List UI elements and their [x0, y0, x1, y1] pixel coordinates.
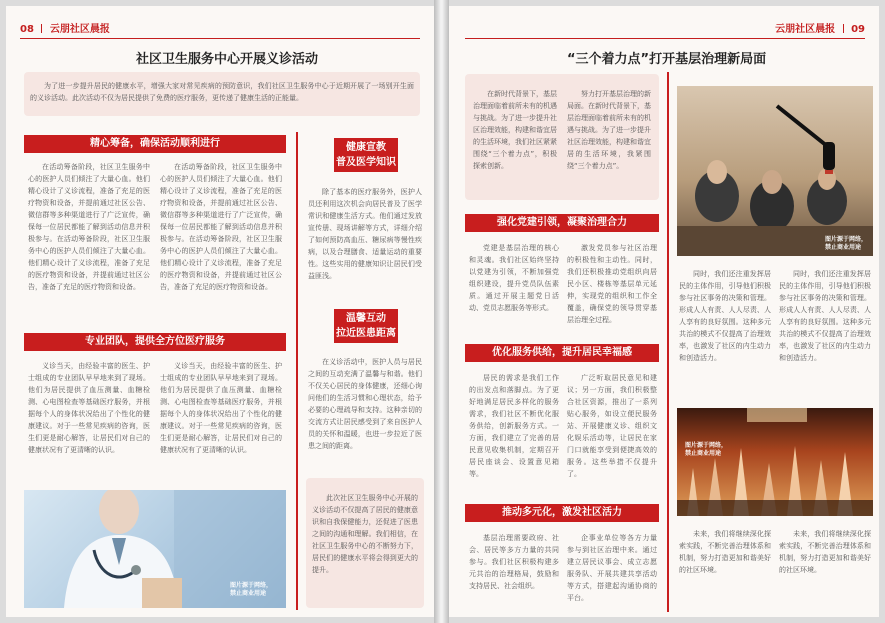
- section2-col2: [160, 360, 282, 456]
- section-heading: 强化党建引领，凝聚治理合力: [465, 214, 659, 232]
- photo-caption: [685, 442, 727, 458]
- header-divider: [843, 24, 844, 33]
- section-heading: 专业团队，提供全方位医疗服务: [24, 333, 286, 351]
- page-gutter: [434, 0, 449, 623]
- section1-col1: [469, 242, 559, 314]
- meeting-illustration: [677, 86, 873, 256]
- paragraph: 基层治理需要政府、社会、居民等多方力量的共同参与。我们社区积极构建多元共治的治理格局，鼓励和支持居民、社会组织。: [469, 534, 559, 590]
- section1-col1: [28, 161, 150, 293]
- heading-line: 健康宣教: [346, 142, 386, 153]
- caption-line: 图片源于网络，: [825, 236, 868, 243]
- heading-line: 普及医学知识: [336, 157, 396, 168]
- photo-text2-col1: [679, 528, 771, 576]
- paragraph: 同时，我们还注重发挥居民的主体作用，引导他们积极参与社区事务的决策和管理。形成人人有责、人人尽责、人人享有的良好氛围。这种多元共治的模式不仅提高了治理效率，也激发了社区的内生动力和创造活力。: [679, 270, 771, 362]
- paragraph: 在新时代背景下，基层治理面临着前所未有的机遇与挑战。为了进一步提升社区治理效能，构建和谐宜居的生活环境，我们社区紧紧围绕“三个着力点”，积极探索创新。: [473, 90, 557, 170]
- meeting-photo: [677, 86, 873, 256]
- paragraph: 此次社区卫生服务中心开展的义诊活动不仅提高了居民的健康意识和自我保健能力，还促进了医患之间的沟通和理解。我们相信，在社区卫生服务中心的不断努力下，居民们的健康水平将会得到更大的提升。: [312, 494, 418, 574]
- paragraph: 居民的需求是我们工作的出发点和落脚点。为了更好地满足居民多样化的服务需求，我们社区不断优化服务供给，创新服务方式。一方面，我们建立了完善的居民意见收集机制，定期召开居民座谈会、设置意见箱等。: [469, 374, 559, 478]
- photo-text1-col1: [679, 268, 771, 364]
- paragraph: 企事业单位等各方力量参与到社区治理中来。通过建立居民议事会、成立志愿服务队、开展共建共享活动等方式，搭建起沟通协商的平台。: [567, 534, 657, 602]
- paragraph: 在活动筹备阶段，社区卫生服务中心的医护人员们倾注了大量心血。他们精心设计了义诊流程，准备了充足的医疗物资和设备，并提前通过社区公告、微信群等多种渠道进行了广泛宣传，确保每一位居民都能了解到活动信息并积极参与。在活动筹备阶段，社区卫生服务中心的医护人员们倾注了大量心血。他们精心设计了义诊流程，准备了充足的医疗物资和设备，并提前通过社区公告，准备了充足的医疗物资和设备。: [160, 163, 282, 291]
- paragraph: 在义诊活动中，医护人员与居民之间的互动充满了温馨与和谐。他们不仅关心居民的身体健康，还细心询问他们的生活习惯和心理状态，给予必要的心理疏导和支持。这种亲切的交流方式让居民感受到了来自医护人员的关怀和温暖，也进一步拉近了医患之间的距离。: [308, 358, 422, 450]
- section2-col1: [28, 360, 150, 456]
- caption-line: 禁止商业用途: [685, 450, 722, 457]
- section1-col2: [160, 161, 282, 293]
- caption-line: 禁止商业用途: [230, 590, 267, 597]
- left-page: [6, 6, 434, 617]
- sidebar-heading: [334, 138, 398, 172]
- caption-line: 禁止商业用途: [825, 244, 862, 251]
- publication-name: 云朋社区晨报: [775, 24, 836, 35]
- page-number: 08: [20, 24, 34, 35]
- paragraph: 未来，我们将继续深化探索实践，不断完善治理体系和机制，努力打造更加和谐美好的社区环境。: [779, 530, 871, 574]
- heading-line: 拉近医患距离: [336, 328, 396, 339]
- header-divider: [41, 24, 42, 33]
- sidebar-text2: [308, 356, 422, 452]
- page-title: 社区卫生服务中心开展义诊活动: [136, 52, 319, 67]
- photo-text2-col2: [779, 528, 871, 576]
- closing-box: [306, 478, 424, 608]
- section3-col2: [567, 532, 657, 604]
- section-heading: 精心筹备，确保活动顺利进行: [24, 135, 286, 153]
- section3-col1: [469, 532, 559, 592]
- right-page: [449, 6, 879, 617]
- intro-col1: [473, 88, 557, 172]
- section2-col1: [469, 372, 559, 480]
- photo-caption: [230, 582, 272, 598]
- right-running-header: [775, 20, 865, 35]
- heading-line: 温馨互动: [346, 313, 386, 324]
- sidebar-text1: [308, 186, 422, 282]
- caption-line: 图片源于网络，: [230, 582, 273, 589]
- paragraph: 党建是基层治理的核心和灵魂。我们社区始终坚持以党建为引领，不断加强党组织建设，提升党员队伍素质。通过开展主题党日活动、党员志愿服务等形式。: [469, 244, 559, 312]
- page-title: “三个着力点”打开基层治理新局面: [567, 52, 767, 67]
- section-heading: 优化服务供给，提升居民幸福感: [465, 344, 659, 362]
- photo-text1-col2: [779, 268, 871, 364]
- paragraph: 广泛听取居民意见和建议；另一方面，我们积极整合社区资源，推出了一系列贴心服务，如设立便民服务站、开展健康义诊、组织文化娱乐活动等，让居民在家门口就能享受到便捷高效的服务。这些举措不仅提升了。: [567, 374, 657, 478]
- column-divider: [667, 72, 669, 612]
- header-rule: [20, 38, 420, 39]
- intro-box: [465, 74, 659, 200]
- page-number: 09: [851, 24, 865, 35]
- doctor-photo: [24, 490, 286, 608]
- paragraph: 除了基本的医疗服务外，医护人员还利用这次机会向居民普及了医学常识和健康生活方式。他们通过发放宣传册、现场讲解等方式，详细介绍了如何预防高血压、糖尿病等慢性疾病，以及合理膳食、适量运动的重要性。这些实用的健康知识让居民们受益匪浅。: [308, 188, 422, 280]
- crowd-illustration: [677, 408, 873, 516]
- intro-text: 为了进一步提升居民的健康水平，增强大家对常见疾病的预防意识，我们社区卫生服务中心于近期开展了一场别开生面的义诊活动。此次活动不仅为居民提供了免费的医疗服务，更传递了健康生活的正能量。: [30, 82, 414, 102]
- header-rule: [465, 38, 865, 39]
- sidebar-divider: [296, 132, 298, 610]
- publication-name: 云朋社区晨报: [49, 24, 110, 35]
- section1-col2: [567, 242, 657, 326]
- left-running-header: [20, 20, 110, 35]
- paragraph: 激发党员参与社区治理的积极性和主动性。同时，我们还积极推动党组织向居民小区、楼栋等基层单元延伸，实现党的组织和工作全覆盖，确保党的领导贯穿基层治理全过程。: [567, 244, 657, 324]
- paragraph: 努力打开基层治理的新局面。在新时代背景下，基层治理面临着前所未有的机遇与挑战。为了进一步提升社区治理效能，构建和谐宜居的生活环境，我紧围绕“三个着力点”。: [567, 90, 651, 170]
- crowd-photo: [677, 408, 873, 516]
- paragraph: 同时，我们还注重发挥居民的主体作用，引导他们积极参与社区事务的决策和管理。形成人人有责、人人尽责、人人享有的良好氛围。这种多元共治的模式不仅提高了治理效率，也激发了社区的内生动力和创造活力。: [779, 270, 871, 362]
- photo-caption: [825, 236, 867, 252]
- paragraph: 义诊当天，由经验丰富的医生、护士组成的专业团队早早地来到了现场。他们为居民提供了血压测量、血糖检测、心电图检查等基础医疗服务，并根据每个人的身体状况给出了个性化的健康建议。对于一些常见疾病的咨询，医生们更是耐心解答，让居民们对自己的健康状况有了更清晰的认识。: [28, 362, 150, 454]
- intro-box: [24, 72, 420, 116]
- section2-col2: [567, 372, 657, 480]
- section-heading: 推动多元化，激发社区活力: [465, 504, 659, 522]
- intro-col2: [567, 88, 651, 172]
- caption-line: 图片源于网络，: [685, 442, 728, 449]
- sidebar-heading: [334, 309, 398, 343]
- paragraph: 在活动筹备阶段，社区卫生服务中心的医护人员们倾注了大量心血。他们精心设计了义诊流程，准备了充足的医疗物资和设备，并提前通过社区公告、微信群等多种渠道进行了广泛宣传，确保每一位居民都能了解到活动信息并积极参与。在活动筹备阶段，社区卫生服务中心的医护人员们倾注了大量心血。他们精心设计了义诊流程，准备了充足的医疗物资和设备，并提前通过社区公告，准备了充足的医疗物资和设备。: [28, 163, 150, 291]
- paragraph: 义诊当天，由经验丰富的医生、护士组成的专业团队早早地来到了现场。他们为居民提供了血压测量、血糖检测、心电图检查等基础医疗服务，并根据每个人的身体状况给出了个性化的健康建议。对于一些常见疾病的咨询，医生们更是耐心解答，让居民们对自己的健康状况有了更清晰的认识。: [160, 362, 282, 454]
- paragraph: 未来，我们将继续深化探索实践，不断完善治理体系和机制，努力打造更加和谐美好的社区环境。: [679, 530, 771, 574]
